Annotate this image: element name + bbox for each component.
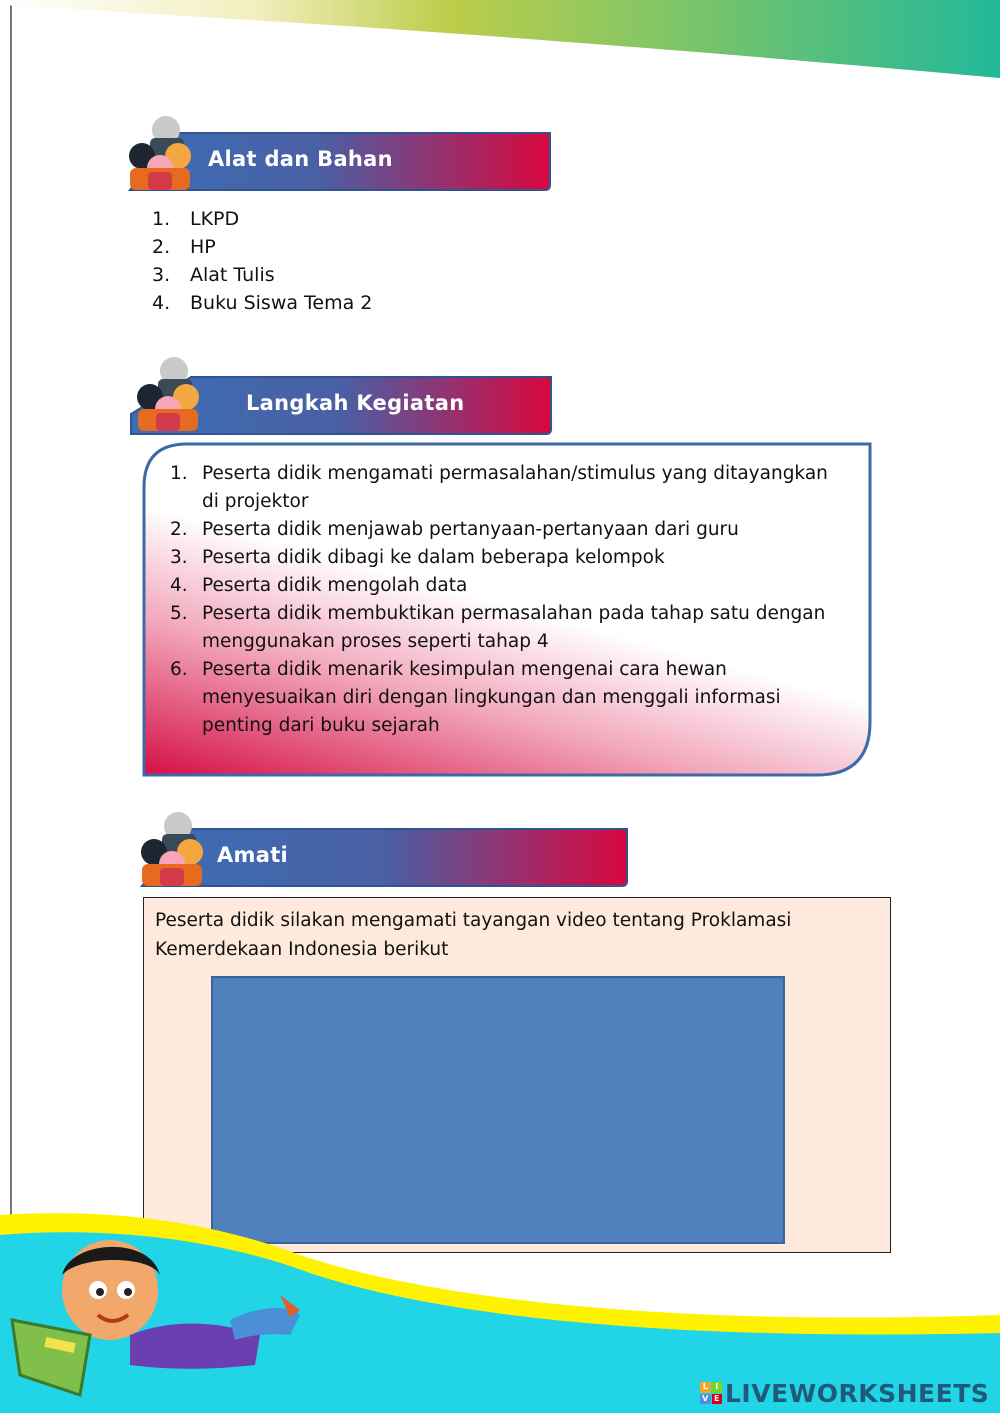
steps-list (170, 460, 850, 740)
list-item: 4. Buku Siswa Tema 2 (152, 292, 373, 314)
tools-list (152, 205, 372, 317)
list-item: 3. Alat Tulis (152, 264, 275, 286)
banner-alat-dan-bahan (120, 130, 555, 192)
amati-instruction: Peserta didik silakan mengamati tayangan video tentang Proklamasi Kemerdekaan Indonesia berikut (155, 910, 792, 960)
list-item: 5. Peserta didik membuktikan permasalahan pada tahap satu dengan menggunakan proses seperti tahap 4 (170, 603, 826, 652)
banner-langkah-kegiatan (126, 374, 556, 436)
list-item: 2. HP (152, 236, 216, 258)
banner-amati (132, 826, 632, 888)
ninja-characters-icon (120, 108, 200, 196)
banner-title: Alat dan Bahan (208, 147, 393, 171)
banner-title: Amati (217, 843, 289, 867)
liveworksheets-logo (700, 1378, 989, 1408)
ninja-characters-icon (132, 804, 212, 892)
list-item: 3. Peserta didik dibagi ke dalam beberapa kelompok (170, 547, 665, 568)
ninja-characters-icon (128, 349, 208, 437)
banner-title: Langkah Kegiatan (246, 391, 465, 415)
top-decorative-wave (0, 0, 1000, 90)
list-item: 6. Peserta didik menarik kesimpulan mengenai cara hewan menyesuaikan diri dengan lingkungan dan menggali informasi penting dari buku sejarah (170, 659, 781, 736)
list-item: 2. Peserta didik menjawab pertanyaan-pertanyaan dari guru (170, 519, 739, 540)
list-item: 1. Peserta didik mengamati permasalahan/stimulus yang ditayangkan di projektor (170, 463, 828, 512)
logo-text: LIVEWORKSHEETS (725, 1378, 990, 1408)
list-item: 1. LKPD (152, 208, 240, 230)
steps-box (142, 442, 872, 777)
list-item: 4. Peserta didik mengolah data (170, 575, 468, 596)
liveworksheets-mark-icon: L I V E (700, 1382, 722, 1404)
